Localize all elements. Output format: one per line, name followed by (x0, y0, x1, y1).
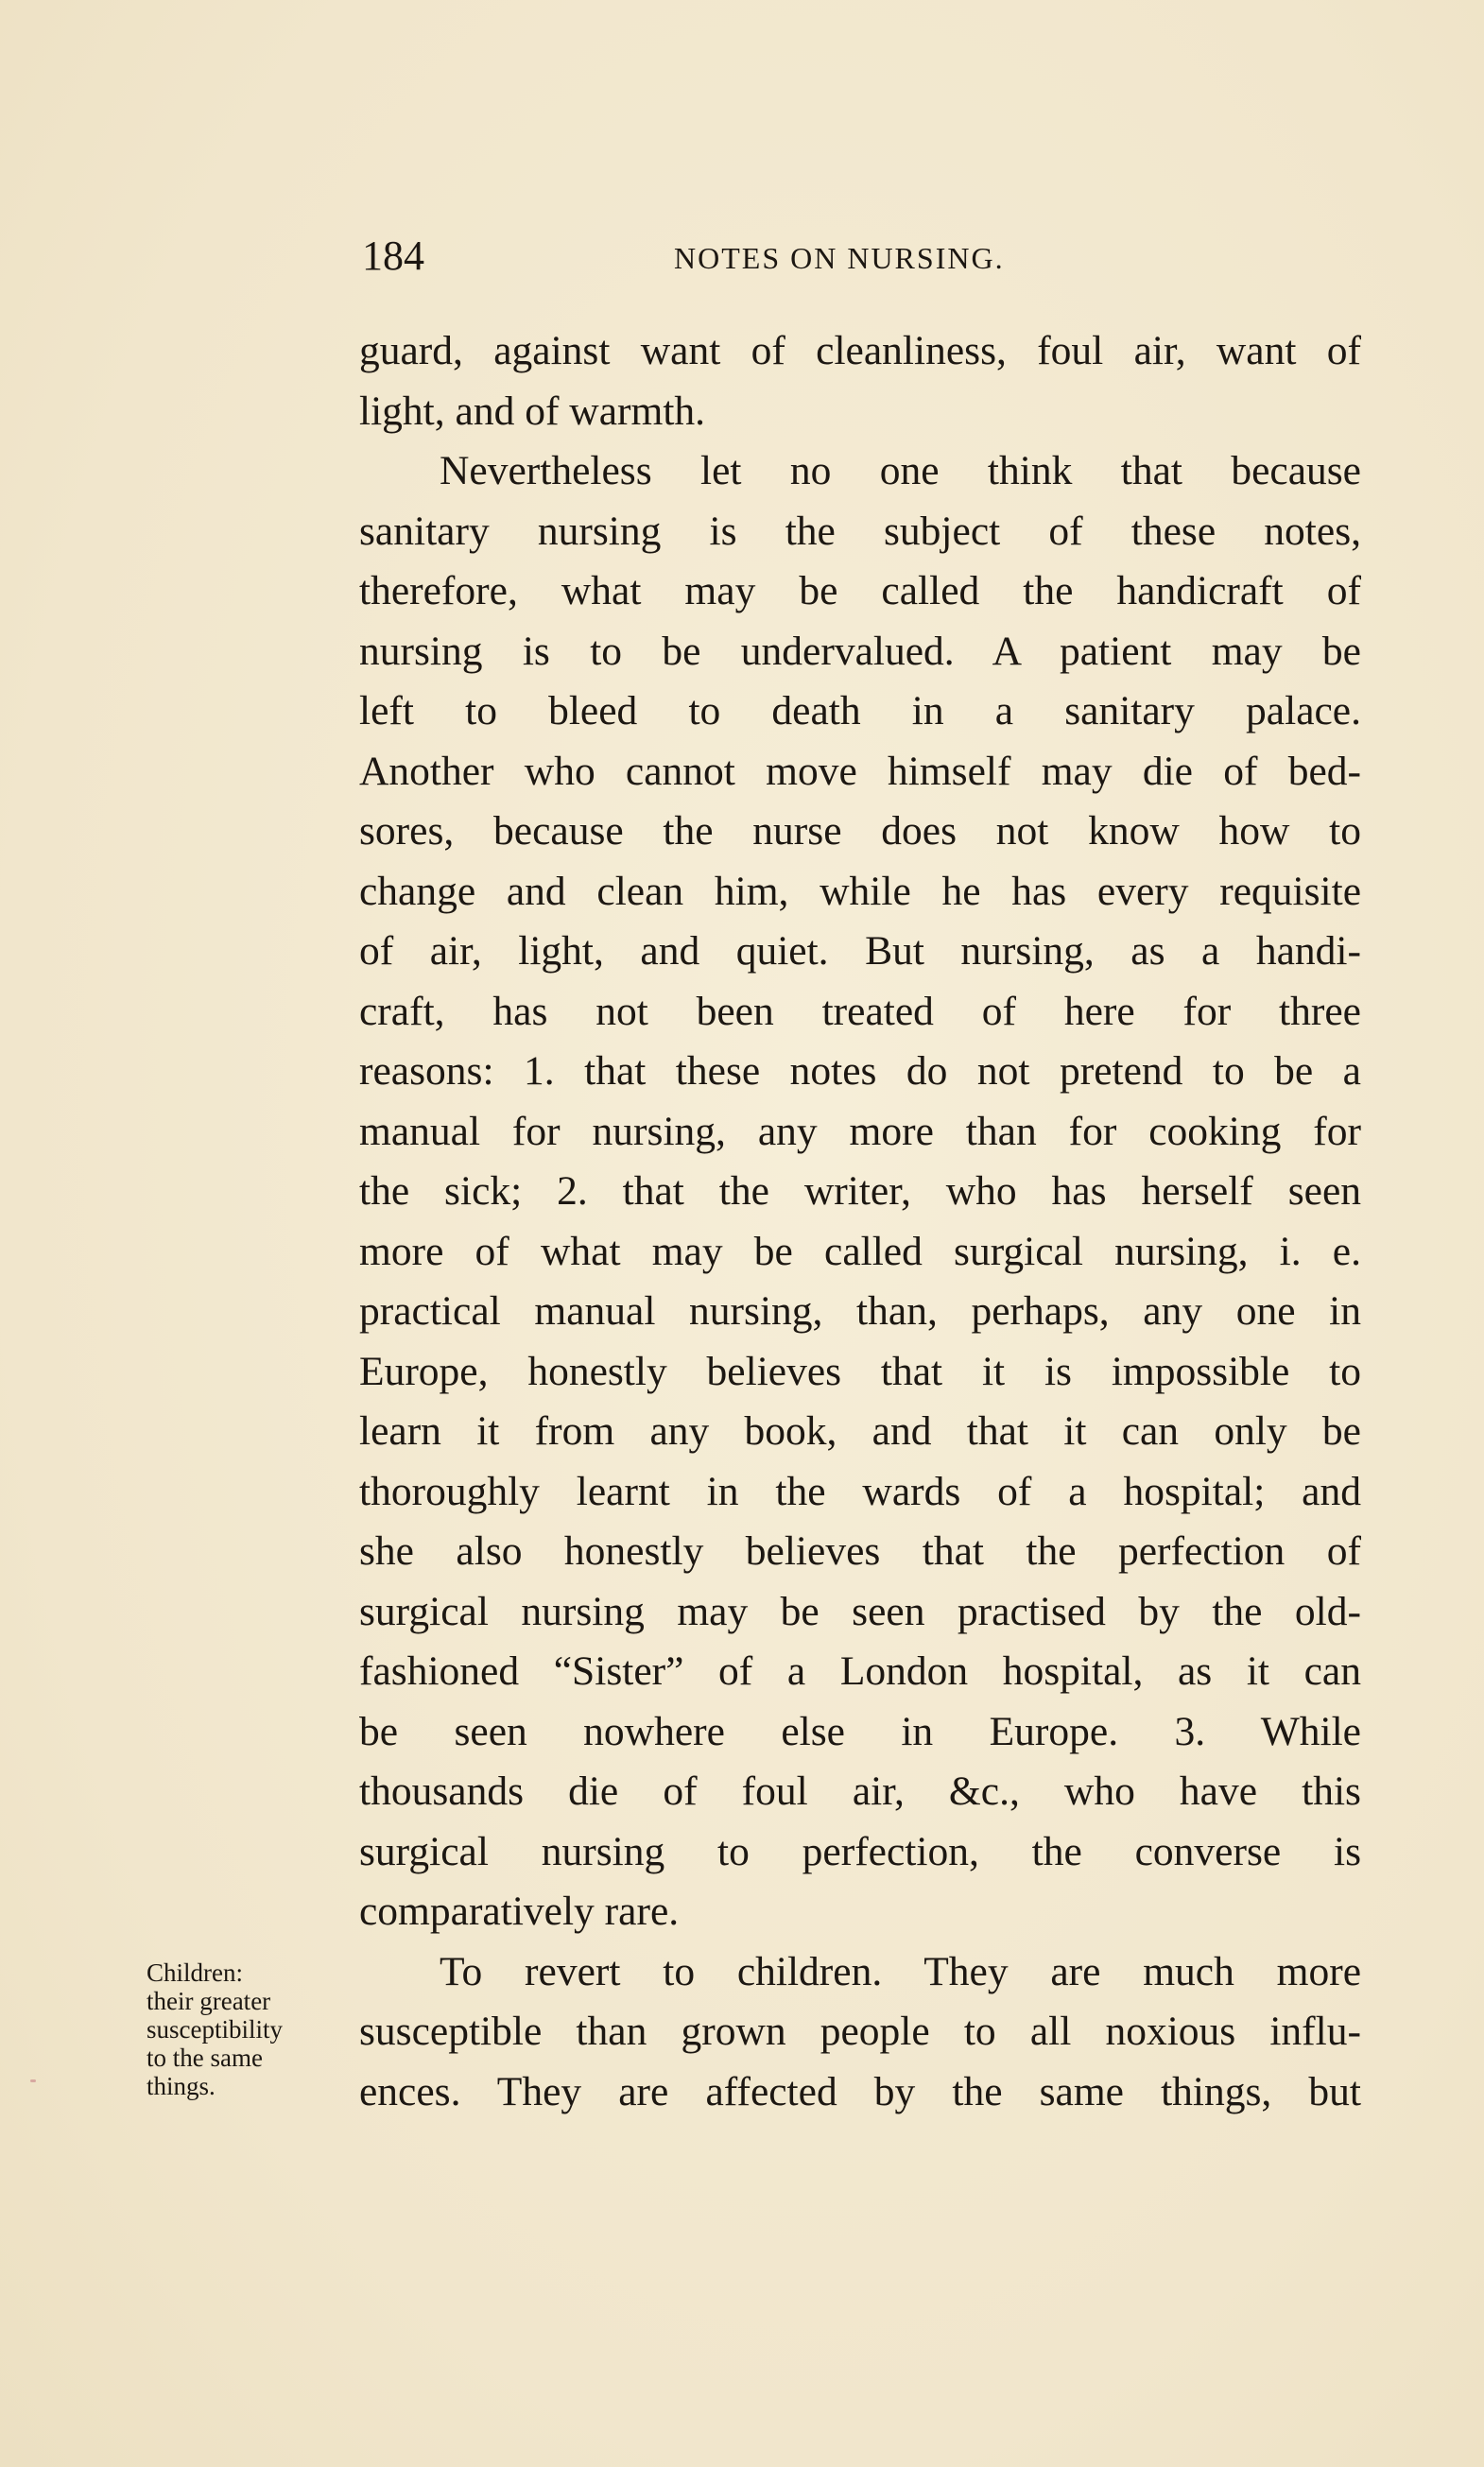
text-line: nursing is to be undervalued. A patient may be (359, 628, 1361, 674)
margin-note-line: things. (147, 2072, 216, 2100)
text-line: Europe, honestly believes that it is impossible to (359, 1348, 1361, 1394)
text-line: sores, because the nurse does not know how to (359, 808, 1361, 854)
text-line: ences. They are affected by the same things, but (359, 2068, 1361, 2114)
text-line: surgical nursing may be seen practised by the old- (359, 1588, 1361, 1634)
text-line: learn it from any book, and that it can only be (359, 1408, 1361, 1454)
margin-note-line: Children: (147, 1958, 243, 1987)
margin-note-line: to the same (147, 2044, 263, 2072)
text-line: reasons: 1. that these notes do not pretend to be a (359, 1048, 1361, 1094)
text-line: left to bleed to death in a sanitary palace. (359, 688, 1361, 733)
margin-note-line: susceptibility (147, 2015, 283, 2044)
text-line: fashioned “Sister” of a London hospital, as it can (359, 1648, 1361, 1694)
text-line: therefore, what may be called the handicraft of (359, 568, 1361, 613)
text-line: surgical nursing to perfection, the converse is (359, 1828, 1361, 1874)
ink-speck (30, 2079, 36, 2082)
text-line: more of what may be called surgical nursing, i. e. (359, 1228, 1361, 1274)
page-number: 184 (362, 233, 424, 279)
text-line: susceptible than grown people to all noxious influ- (359, 2009, 1361, 2054)
text-line: practical manual nursing, than, perhaps, any one in (359, 1288, 1361, 1334)
text-line: sanitary nursing is the subject of these notes, (359, 508, 1361, 554)
text-line: change and clean him, while he has every requisite (359, 868, 1361, 914)
text-line: Nevertheless let no one think that because (440, 448, 1361, 493)
running-head (362, 232, 1364, 288)
margin-note (147, 1958, 354, 2100)
text-line: of air, light, and quiet. But nursing, as a handi- (359, 928, 1361, 974)
text-line: craft, has not been treated of here for three (359, 988, 1361, 1034)
text-line: she also honestly believes that the perfection of (359, 1528, 1361, 1574)
text-line: manual for nursing, any more than for cooking for (359, 1108, 1361, 1154)
text-line: be seen nowhere else in Europe. 3. While (359, 1708, 1361, 1754)
running-title: NOTES ON NURSING. (674, 241, 1005, 275)
text-line: To revert to children. They are much more (440, 1948, 1361, 1994)
text-line: thoroughly learnt in the wards of a hospital; and (359, 1468, 1361, 1514)
text-line: thousands die of foul air, &c., who have this (359, 1768, 1361, 1814)
body-text (359, 321, 1361, 2122)
text-line: comparatively rare. (359, 1889, 680, 1934)
text-line: guard, against want of cleanliness, foul air, want of (359, 328, 1361, 373)
text-line: light, and of warmth. (359, 388, 706, 434)
text-line: the sick; 2. that the writer, who has herself seen (359, 1168, 1361, 1214)
margin-note-line: their greater (147, 1987, 271, 2015)
text-line: Another who cannot move himself may die of bed- (359, 748, 1361, 794)
